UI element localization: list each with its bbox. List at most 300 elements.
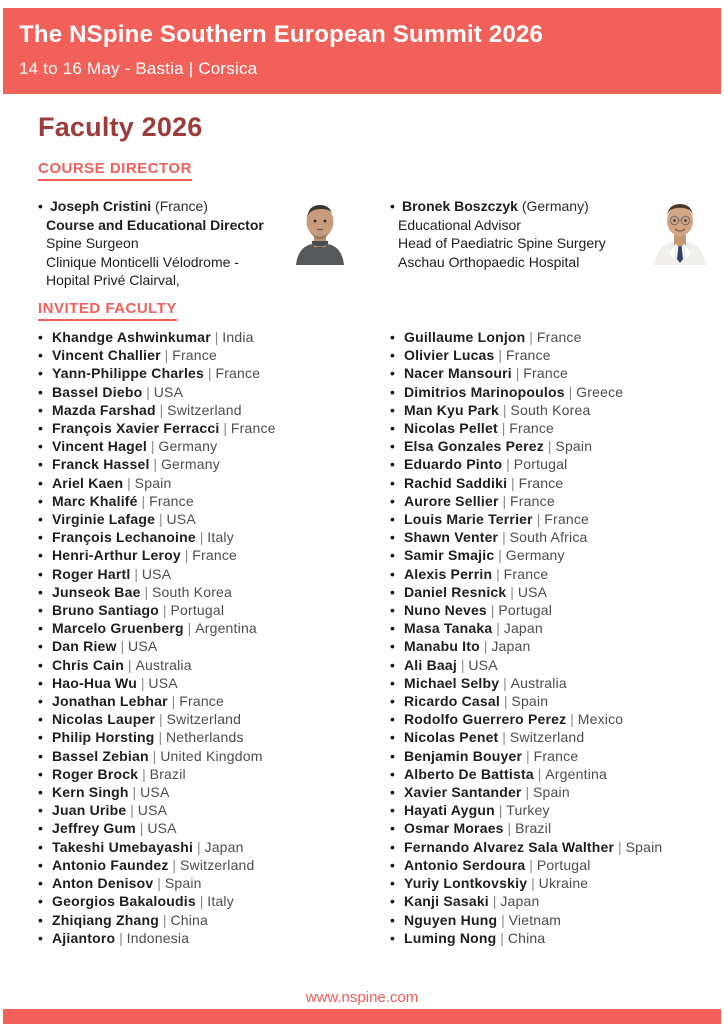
faculty-list-item (38, 437, 362, 455)
bullet-icon: • (390, 693, 395, 710)
faculty-list-item (38, 546, 362, 564)
bullet-icon: • (390, 674, 395, 691)
bullet-icon: • (390, 765, 395, 782)
pipe-separator: | (497, 420, 510, 437)
pipe-separator: | (522, 747, 534, 764)
bullet-icon: • (38, 820, 43, 837)
bullet-icon: • (38, 511, 43, 528)
faculty-name: Vincent Challier (52, 347, 161, 364)
faculty-name: Mazda Farshad (52, 401, 156, 418)
faculty-list-item (390, 565, 724, 583)
faculty-country: Portugal (170, 602, 225, 619)
faculty-country: Argentina (545, 765, 607, 782)
pipe-separator: | (116, 638, 129, 655)
pipe-separator: | (492, 565, 504, 582)
faculty-name: Philip Horsting (52, 729, 155, 746)
faculty-list-item (390, 819, 724, 837)
joseph-cristini-headshot (288, 197, 352, 265)
faculty-column-left (0, 328, 362, 947)
footer-website-link[interactable]: www.nspine.com (305, 989, 419, 1006)
faculty-country: USA (141, 565, 172, 582)
faculty-name: Masa Tanaka (404, 620, 493, 637)
faculty-list-item (38, 510, 362, 528)
pipe-separator: | (180, 547, 193, 564)
faculty-list-item (38, 692, 362, 710)
pipe-separator: | (521, 784, 534, 801)
faculty-country: France (149, 492, 194, 509)
faculty-country: Australia (135, 656, 192, 673)
bullet-icon: • (38, 929, 43, 946)
faculty-name: Eduardo Pinto (404, 456, 503, 473)
faculty-list-item (390, 656, 724, 674)
bullet-icon: • (38, 420, 43, 437)
faculty-name: Khandge Ashwinkumar (52, 329, 211, 345)
faculty-list-item (390, 637, 724, 655)
faculty-country: South Africa (509, 529, 588, 546)
director-info (390, 197, 606, 271)
pipe-separator: | (614, 838, 626, 855)
pipe-separator: | (564, 383, 577, 400)
faculty-country: USA (148, 674, 178, 691)
faculty-name: Ajiantoro (52, 929, 116, 946)
faculty-list-item (38, 455, 362, 473)
faculty-name: Takeshi Umebayashi (52, 838, 194, 855)
faculty-name: Marc Khalifé (52, 492, 138, 509)
pipe-separator: | (492, 620, 504, 637)
faculty-name: Virginie Lafage (52, 511, 156, 528)
faculty-list-item (38, 656, 362, 674)
bullet-icon: • (390, 401, 395, 418)
pipe-separator: | (155, 511, 167, 528)
pipe-separator: | (533, 765, 546, 782)
faculty-country: United Kingdom (160, 747, 263, 764)
course-directors-row (0, 197, 724, 290)
faculty-name: Samir Smajic (404, 547, 495, 564)
director-name: Joseph Cristini (50, 198, 152, 214)
faculty-country: USA (468, 656, 498, 673)
bullet-icon: • (38, 638, 43, 655)
faculty-list-item (390, 856, 724, 874)
bullet-icon: • (38, 383, 43, 400)
pipe-separator: | (195, 893, 208, 910)
faculty-country: Italy (207, 893, 234, 910)
bullet-icon: • (38, 656, 43, 673)
faculty-country: USA (517, 583, 548, 600)
faculty-country: Japan (491, 638, 531, 655)
pipe-separator: | (137, 492, 150, 509)
bullet-icon: • (38, 474, 43, 491)
faculty-list-item (390, 510, 724, 528)
faculty-country: Switzerland (179, 856, 255, 873)
faculty-country: South Korea (510, 401, 591, 418)
faculty-name: Benjamin Bouyer (404, 747, 523, 764)
faculty-list-item (390, 401, 724, 419)
faculty-name: Franck Hassel (52, 456, 150, 473)
director-detail: Head of Paediatric Spine Surgery (398, 235, 606, 251)
bullet-icon: • (390, 893, 395, 910)
faculty-list-item (38, 401, 362, 419)
faculty-list-item (38, 383, 362, 401)
pipe-separator: | (154, 729, 166, 746)
pipe-separator: | (167, 693, 180, 710)
pipe-separator: | (486, 602, 499, 619)
faculty-name: Olivier Lucas (404, 347, 495, 364)
faculty-list-item (390, 728, 724, 746)
faculty-country: Italy (207, 529, 234, 546)
faculty-country: China (170, 911, 209, 928)
pipe-separator: | (210, 329, 223, 345)
faculty-name: Nuno Neves (404, 602, 487, 619)
faculty-country: Greece (576, 383, 624, 400)
faculty-list-item (390, 546, 724, 564)
faculty-country: Germany (505, 547, 565, 564)
faculty-list-item (390, 710, 724, 728)
faculty-country: Switzerland (509, 729, 585, 746)
director-country: (France) (155, 198, 208, 214)
faculty-name: Alexis Perrin (404, 565, 493, 582)
faculty-list-item (38, 874, 362, 892)
bullet-icon: • (38, 784, 43, 801)
faculty-list-item (390, 801, 724, 819)
faculty-country: France (533, 747, 579, 764)
pipe-separator: | (507, 474, 519, 491)
faculty-country: France (544, 511, 590, 528)
pipe-separator: | (498, 529, 510, 546)
faculty-list-item (390, 601, 724, 619)
faculty-name: Junseok Bae (52, 583, 141, 600)
faculty-country: France (230, 420, 276, 437)
faculty-name: Roger Brock (52, 765, 139, 782)
faculty-name: Bassel Zebian (52, 747, 149, 764)
faculty-name: Luming Nong (404, 929, 497, 946)
faculty-list-item (38, 892, 362, 910)
pipe-separator: | (543, 438, 556, 455)
pipe-separator: | (498, 492, 511, 509)
faculty-name: Michael Selby (404, 674, 500, 691)
faculty-name: Nicolas Lauper (52, 711, 156, 728)
faculty-country: France (503, 565, 549, 582)
faculty-list-item (38, 419, 362, 437)
faculty-list-item (38, 747, 362, 765)
faculty-name: François Xavier Ferracci (52, 420, 220, 437)
faculty-name: Kanji Sasaki (404, 893, 489, 910)
faculty-list-item (38, 801, 362, 819)
bullet-icon: • (38, 492, 43, 509)
pipe-separator: | (149, 456, 161, 473)
faculty-name: Dimitrios Marinopoulos (404, 383, 565, 400)
faculty-name: Yann-Philippe Charles (52, 365, 205, 382)
faculty-country: Portugal (536, 856, 591, 873)
faculty-list-item (390, 911, 724, 929)
faculty-name: Hayati Aygun (404, 802, 495, 819)
bullet-icon: • (38, 911, 43, 928)
faculty-country: France (192, 547, 238, 564)
faculty-country: India (222, 329, 254, 345)
faculty-country: Mexico (577, 711, 624, 728)
faculty-name: Elsa Gonzales Perez (404, 438, 544, 455)
pipe-separator: | (136, 674, 149, 691)
pipe-separator: | (498, 729, 510, 746)
bullet-icon: • (38, 583, 43, 600)
pipe-separator: | (566, 711, 578, 728)
pipe-separator: | (193, 838, 205, 855)
bullet-icon: • (390, 929, 395, 946)
faculty-name: Georgios Bakaloudis (52, 893, 196, 910)
header-band (3, 8, 721, 94)
faculty-country: Spain (555, 438, 593, 455)
faculty-country: Japan (500, 893, 540, 910)
faculty-list-item (390, 528, 724, 546)
faculty-list-item (38, 783, 362, 801)
faculty-country: Ukraine (538, 875, 589, 892)
faculty-country: France (215, 365, 261, 382)
bullet-icon: • (390, 474, 395, 491)
faculty-name: Henri-Arthur Leroy (52, 547, 181, 564)
pipe-separator: | (525, 329, 537, 345)
bullet-icon: • (38, 620, 43, 637)
faculty-name: Roger Hartl (52, 565, 131, 582)
pipe-separator: | (497, 911, 509, 928)
faculty-country: Japan (503, 620, 543, 637)
bullet-icon: • (390, 492, 395, 509)
faculty-name: François Lechanoine (52, 529, 196, 546)
faculty-country: USA (140, 784, 170, 801)
pipe-separator: | (496, 929, 508, 946)
faculty-list-item (390, 874, 724, 892)
faculty-list-item (390, 674, 724, 692)
faculty-list-item (390, 328, 724, 346)
faculty-name: Rodolfo Guerrero Perez (404, 711, 567, 728)
director-detail: Clinique Monticelli Vélodrome - (46, 253, 239, 270)
faculty-name: Bruno Santiago (52, 602, 160, 619)
faculty-name: Dan Riew (52, 638, 117, 655)
faculty-name: Guillaume Lonjon (404, 329, 526, 345)
bullet-icon: • (38, 693, 43, 710)
pipe-separator: | (123, 474, 135, 491)
event-date-location: 14 to 16 May - Bastia | Corsica (19, 59, 258, 78)
bullet-icon: • (390, 911, 395, 928)
pipe-separator: | (499, 401, 511, 418)
faculty-name: Daniel Resnick (404, 583, 507, 600)
faculty-country: France (523, 365, 569, 382)
pipe-separator: | (155, 711, 167, 728)
bullet-icon: • (38, 602, 43, 619)
bullet-icon: • (390, 198, 395, 214)
faculty-list-item (38, 911, 362, 929)
faculty-list-item (38, 474, 362, 492)
faculty-list-item (390, 455, 724, 473)
pipe-separator: | (140, 583, 152, 600)
faculty-country: Japan (204, 838, 244, 855)
bullet-icon: • (390, 602, 395, 619)
faculty-country: Spain (164, 875, 202, 892)
bullet-icon: • (390, 875, 395, 892)
faculty-list-item (390, 474, 724, 492)
faculty-country: Argentina (195, 620, 257, 637)
faculty-name: Anton Denisov (52, 875, 154, 892)
faculty-list-item (390, 383, 724, 401)
director-detail: Hopital Privé Clairval, (46, 272, 180, 288)
faculty-list-item (390, 583, 724, 601)
faculty-country: USA (166, 511, 196, 528)
bullet-icon: • (38, 838, 43, 855)
bullet-icon: • (390, 802, 395, 819)
bullet-icon: • (390, 547, 395, 564)
faculty-list-item (38, 601, 362, 619)
bullet-icon: • (38, 674, 43, 691)
pipe-separator: | (126, 802, 138, 819)
bullet-icon: • (390, 565, 395, 582)
faculty-name: Ricardo Casal (404, 693, 500, 710)
faculty-list-item (390, 619, 724, 637)
faculty-name: Louis Marie Terrier (404, 511, 533, 528)
pipe-separator: | (527, 875, 539, 892)
pipe-separator: | (499, 674, 511, 691)
bullet-icon: • (390, 511, 395, 528)
invited-faculty-heading: INVITED FACULTY (38, 300, 177, 321)
faculty-country: Switzerland (166, 711, 242, 728)
bullet-icon: • (390, 438, 395, 455)
bullet-icon: • (38, 401, 43, 418)
footer-bar (3, 1009, 721, 1024)
pipe-separator: | (219, 420, 231, 437)
bullet-icon: • (390, 856, 395, 873)
faculty-country: Brazil (149, 765, 186, 782)
faculty-list-item (38, 364, 362, 382)
bullet-icon: • (38, 365, 43, 382)
bullet-icon: • (390, 529, 395, 546)
bullet-icon: • (38, 547, 43, 564)
pipe-separator: | (148, 747, 161, 764)
faculty-list-item (390, 692, 724, 710)
faculty-country: Spain (533, 784, 570, 801)
faculty-country: France (172, 347, 217, 364)
faculty-name: Man Kyu Park (404, 401, 499, 418)
faculty-name: Chris Cain (52, 656, 125, 673)
pipe-separator: | (502, 456, 514, 473)
bullet-icon: • (390, 620, 395, 637)
faculty-list-item (390, 437, 724, 455)
faculty-list-item (38, 528, 362, 546)
pipe-separator: | (160, 347, 173, 364)
pipe-separator: | (135, 820, 148, 837)
director-role: Educational Advisor (398, 216, 521, 233)
bullet-icon: • (390, 383, 395, 400)
faculty-country: Germany (160, 456, 220, 473)
faculty-list-item (390, 419, 724, 437)
pipe-separator: | (115, 929, 127, 946)
faculty-list-item (38, 346, 362, 364)
faculty-name: Bassel Diebo (52, 383, 143, 400)
faculty-name: Ariel Kaen (52, 474, 124, 491)
faculty-country: Brazil (515, 820, 552, 837)
bullet-icon: • (390, 656, 395, 673)
faculty-name: Marcelo Gruenberg (52, 620, 184, 637)
bullet-icon: • (38, 347, 43, 364)
pipe-separator: | (124, 656, 136, 673)
faculty-country: France (510, 492, 555, 509)
faculty-name: Rachid Saddiki (404, 474, 508, 491)
faculty-country: China (507, 929, 546, 946)
faculty-list-item (38, 565, 362, 583)
director-info (38, 197, 264, 290)
faculty-list-item (38, 728, 362, 746)
faculty-name: Fernando Alvarez Sala Walther (404, 838, 615, 855)
faculty-name: Jeffrey Gum (52, 820, 136, 837)
faculty-country: USA (128, 638, 158, 655)
faculty-list-item (390, 747, 724, 765)
bronek-boszczyk-headshot (648, 197, 712, 265)
director-name: Bronek Boszczyk (402, 198, 518, 214)
faculty-list-item (390, 346, 724, 364)
pipe-separator: | (159, 911, 171, 928)
faculty-country: South Korea (152, 583, 233, 600)
faculty-name: Vincent Hagel (52, 438, 147, 455)
faculty-list-item (390, 364, 724, 382)
bullet-icon: • (38, 565, 43, 582)
faculty-list-item (38, 492, 362, 510)
page-title: The NSpine Southern European Summit 2026 (19, 21, 544, 48)
pipe-separator: | (204, 365, 216, 382)
faculty-name: Manabu Ito (404, 638, 480, 655)
bullet-icon: • (38, 456, 43, 473)
faculty-list-item (390, 929, 724, 947)
faculty-title: Faculty 2026 (38, 112, 203, 142)
faculty-column-right (362, 328, 724, 947)
pipe-separator: | (499, 693, 512, 710)
bullet-icon: • (390, 711, 395, 728)
course-director-heading: COURSE DIRECTOR (38, 160, 192, 181)
faculty-name: Nicolas Penet (404, 729, 499, 746)
pipe-separator: | (479, 638, 492, 655)
bullet-icon: • (38, 438, 43, 455)
bullet-icon: • (38, 893, 43, 910)
faculty-name: Zhiqiang Zhang (52, 911, 160, 928)
faculty-name: Xavier Santander (404, 784, 522, 801)
faculty-list-item (38, 328, 362, 346)
faculty-name: Ali Baaj (404, 656, 457, 673)
pipe-separator: | (155, 401, 168, 418)
faculty-country: France (536, 329, 582, 345)
pipe-separator: | (195, 529, 208, 546)
pipe-separator: | (456, 656, 469, 673)
bullet-icon: • (390, 365, 395, 382)
faculty-list-item (390, 492, 724, 510)
bullet-icon: • (38, 198, 43, 214)
faculty-list-item (38, 710, 362, 728)
bullet-icon: • (390, 583, 395, 600)
bullet-icon: • (390, 456, 395, 473)
faculty-list-item (38, 765, 362, 783)
pipe-separator: | (488, 893, 501, 910)
bullet-icon: • (38, 529, 43, 546)
faculty-name: Yuriy Lontkovskiy (404, 875, 528, 892)
pipe-separator: | (128, 784, 141, 801)
bullet-icon: • (390, 838, 395, 855)
faculty-country: USA (147, 820, 177, 837)
director-country: (Germany) (521, 198, 589, 214)
faculty-country: France (509, 420, 555, 437)
faculty-list-item (38, 838, 362, 856)
bullet-icon: • (38, 856, 43, 873)
pipe-separator: | (494, 802, 507, 819)
bullet-icon: • (390, 820, 395, 837)
faculty-name: Nguyen Hung (404, 911, 498, 928)
pipe-separator: | (146, 438, 159, 455)
faculty-name: Nicolas Pellet (404, 420, 498, 437)
bullet-icon: • (38, 329, 43, 345)
faculty-country: USA (137, 802, 168, 819)
